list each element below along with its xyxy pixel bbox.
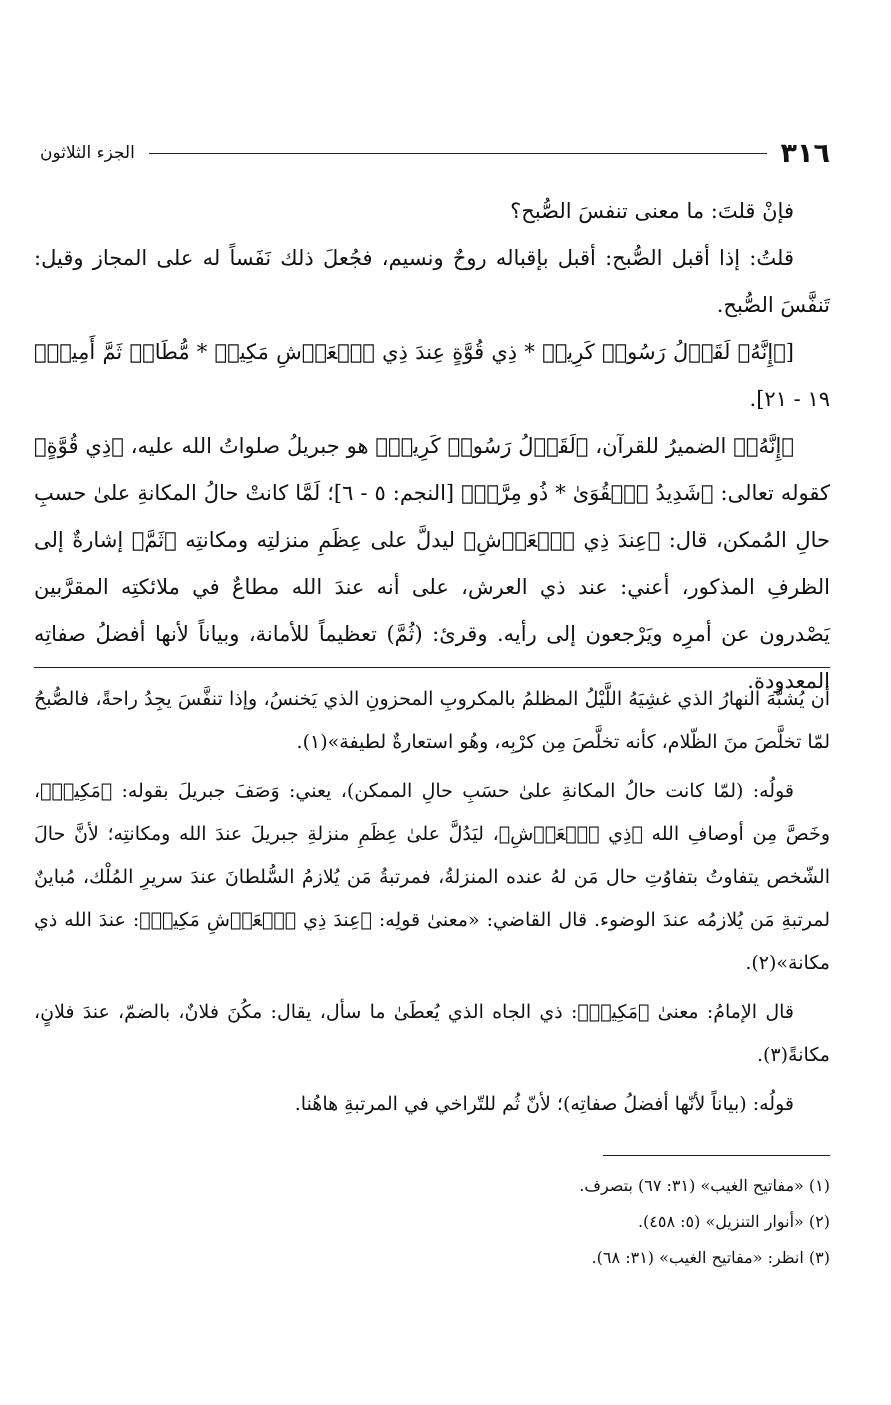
commentary-section — [34, 678, 830, 1132]
section-divider — [34, 667, 830, 668]
header-rule — [149, 153, 767, 154]
footnote-divider — [603, 1155, 830, 1156]
footnote: (١) «مفاتيح الغيب» (٣١: ٦٧) بتصرف. — [579, 1176, 830, 1195]
paragraph-question: فإنْ قلتَ: ما معنى تنفسَ الصُّبح؟ — [510, 199, 794, 223]
part-title: الجزء الثلاثون — [40, 143, 135, 163]
page-header — [40, 135, 830, 171]
page-number: ٣١٦ — [780, 137, 830, 169]
commentary-paragraph: قولُه: (بياناً لأنّها أفضلُ صفاتِه)؛ لأنّ ثُم للتّراخي في المرتبةِ هاهُنا. — [294, 1093, 794, 1115]
paragraph-tafsir: ﴿إِنَّهُۥ﴾ الضميرُ للقرآن، ﴿لَقَوۡلُ رَسُولٖ كَرِيمٖ﴾ هو جبريلُ صلواتُ الله عليه، ﴿ذِي قُوَّةٍ﴾ كقوله تعالى: ﴿شَدِيدُ ٱلۡقُوَىٰ * ذُو مِرَّةٖ﴾ [النجم: ٥ - ٦]؛ لَمَّا كانتْ حالُ المكانةِ علىٰ حسبِ حالِ المُمكن، قال: ﴿عِندَ ذِي ٱلۡعَرۡشِ﴾ ليدلَّ على عِظَمِ منزلتِه ومكانتِه ﴿ثَمَّ﴾ إشارةٌ إلى الظرفِ المذكور، أعني: عند ذي العرش، على أنه عندَ الله مطاعٌ في ملائكتِه المقرَّبين يَصْدرون عن أمرِه ويَرْجعون إلى رأيه. وقرئ: (ثُمَّ) تعظيماً للأمانة، وبياناً لأنها أفضلُ صفاتِه المعدودة. — [34, 434, 831, 693]
footnotes — [34, 1168, 830, 1276]
commentary-paragraph: أن يُشبَّهَ النهارُ الذي غشِيَهُ اللَّيْلُ المظلمُ بالمكروبِ المحزونِ الذي يَخنسُ، وإذا تنفَّسَ يجِدُ راحةً، فالصُّبحُ لمّا تخلَّصَ منَ الظّلام، كأنه تخلَّصَ مِن كرْبِه، وهُو استعارةٌ لطيفة»(١). — [34, 688, 830, 753]
paragraph-answer: قلتُ: إذا أقبل الصُّبح: أقبل بإقباله روحٌ ونسيم، فجُعلَ ذلك نَفَساً له على المجاز وقيل: تَنفَّسَ الصُّبح. — [34, 246, 830, 317]
commentary-paragraph: قولُه: (لمّا كانت حالُ المكانةِ علىٰ حسَبِ حالِ الممكن)، يعني: وَصَفَ جبريلَ بقوله: ﴿مَكِينٖ﴾، وخَصَّ مِن أوصافِ الله ﴿ذِي ٱلۡعَرۡشِ﴾، ليَدُلَّ علىٰ عِظَمِ منزلةِ جبريلَ عندَ الله ومكانتِه؛ لأنَّ حالَ الشّخص يتفاوتُ بتفاوُتِ حال مَن لهُ عنده المنزلةُ، فمرتبةُ مَن يُلازمُ السُّلطانَ عندَ سريرِ المُلْك، مُباينٌ لمرتبةِ مَن يُلازمُه عندَ الوضوء. قال القاضي: «معنىٰ قولِه: ﴿عِندَ ذِي ٱلۡعَرۡشِ مَكِينٖ﴾: عندَ الله ذي مكانة»(٢). — [34, 780, 830, 974]
commentary-paragraph: قال الإمامُ: معنىٰ ﴿مَكِينٖ﴾: ذي الجاه الذي يُعطَىٰ ما سأل، يقال: مكُنَ فلانٌ، بالضمّ، عندَ فلانٍ، مكانةً(٣). — [34, 1001, 830, 1066]
footnote: (٣) انظر: «مفاتيح الغيب» (٣١: ٦٨). — [591, 1248, 830, 1267]
main-text — [34, 188, 830, 705]
footnote: (٢) «أنوار التنزيل» (٥: ٤٥٨). — [637, 1212, 830, 1231]
quran-verse: [﴿إِنَّهُۥ لَقَوۡلُ رَسُولٖ كَرِيمٖ * ذِي قُوَّةٍ عِندَ ذِي ٱلۡعَرۡشِ مَكِينٖ * مُّطَاعٖ ثَمَّ أَمِينٖ﴾ ١٩ - ٢١]. — [34, 340, 830, 411]
